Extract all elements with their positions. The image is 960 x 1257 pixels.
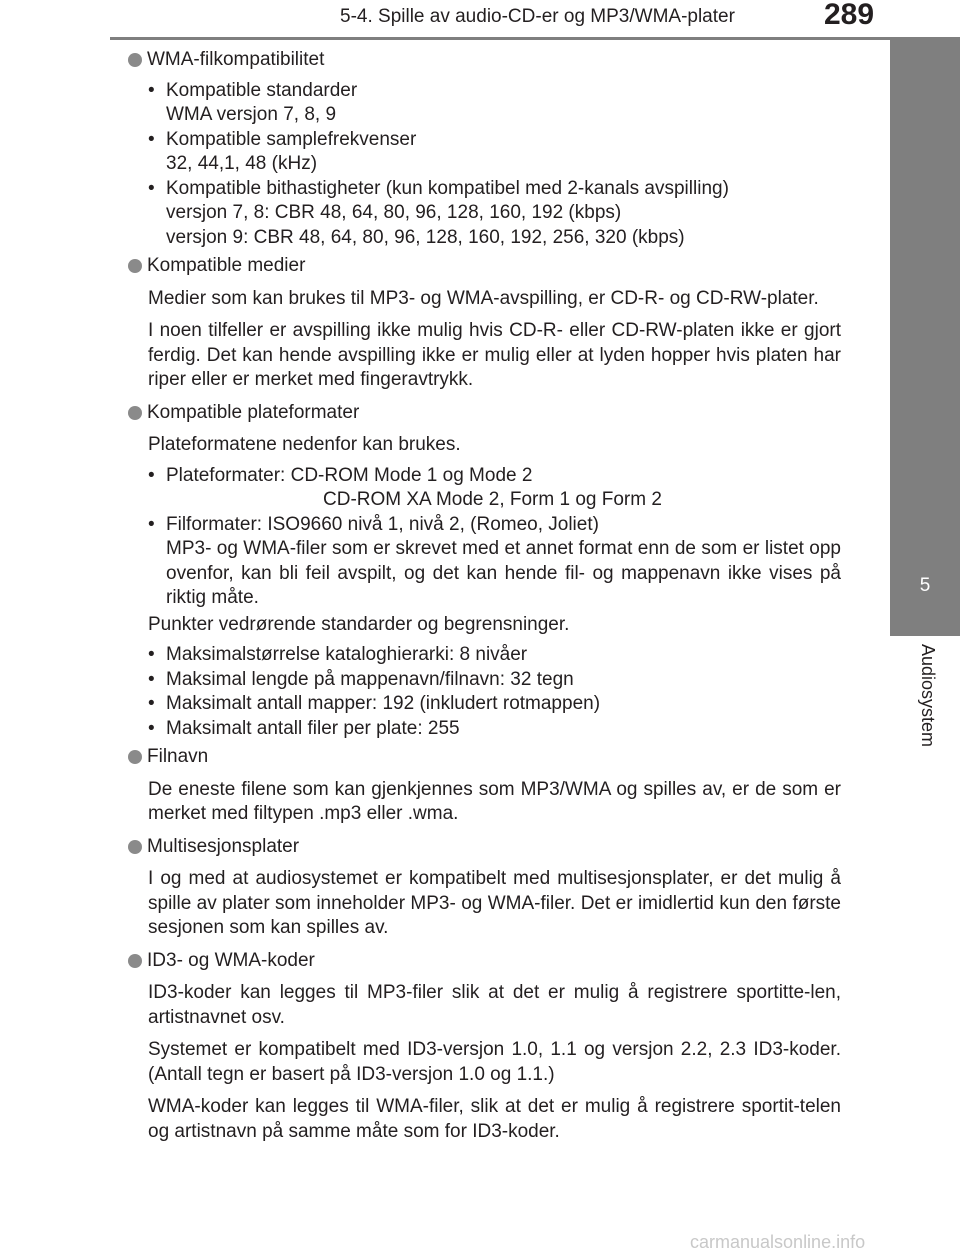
watermark: carmanualsonline.info [690, 1232, 866, 1252]
chapter-number: 5 [919, 575, 931, 596]
section-heading-wma: WMA-filkompatibilitet [128, 48, 841, 73]
list-item: • Kompatible samplefrekvenser 32, 44,1, 48 (kHz) [148, 128, 417, 174]
circle-bullet-icon [128, 406, 142, 420]
list-item: • Maksimalt antall mapper: 192 (inkludert rotmappen) [148, 692, 841, 717]
page-content [128, 48, 841, 1144]
bullet-icon: • [148, 668, 155, 690]
list-item: • Kompatible bithastigheter (kun kompatibel med 2-kanals avspilling) versjon 7, 8: CBR 48, 64, 80, 96, 128, 160, 192 (kbps) versjon 9: CBR 48, 64, 80, 96, 128, 160, 192, 256, 320 (kbps) [148, 177, 729, 248]
wma-list [148, 79, 841, 251]
chapter-tab [890, 40, 960, 636]
list-item: • Maksimalt antall filer per plate: 255 [148, 717, 841, 742]
bullet-icon: • [148, 717, 155, 739]
section-heading-tags: ID3- og WMA-koder [128, 949, 841, 974]
circle-bullet-icon [128, 53, 142, 67]
chapter-label: Audiosystem [918, 644, 938, 748]
bullet-icon: • [148, 79, 155, 101]
list-item: • Maksimalstørrelse kataloghierarki: 8 nivåer [148, 643, 841, 668]
circle-bullet-icon [128, 840, 142, 854]
list-item: • Kompatible standarder WMA versjon 7, 8, 9 [148, 79, 358, 125]
circle-bullet-icon [128, 750, 142, 764]
circle-bullet-icon [128, 259, 142, 273]
page-number: 289 [824, 0, 875, 31]
list-item: • Filformater: ISO9660 nivå 1, nivå 2, (Romeo, Joliet) MP3- og WMA-filer som er skrevet med et annet format enn de som er listet opp ovenfor, kan bli feil avspilt, og det kan hende fil- og mappenavn ikke vises på riktig måte. [148, 513, 841, 608]
section-heading-filenames: Filnavn [128, 745, 841, 770]
section-title: 5-4. Spille av audio-CD-er og MP3/WMA-plater [340, 6, 735, 27]
paragraph: De eneste filene som kan gjenkjennes som MP3/WMA og spilles av, er de som er merket med filtypen .mp3 eller .wma. [148, 778, 841, 824]
section-heading-media: Kompatible medier [128, 254, 841, 279]
list-item: • Plateformater: CD-ROM Mode 1 og Mode 2 CD-ROM XA Mode 2, Form 1 og Form 2 [148, 464, 662, 510]
paragraph: I noen tilfeller er avspilling ikke mulig hvis CD-R- eller CD-RW-platen ikke er gjort ferdig. Det kan hende avspilling ikke er mulig eller at lyden hopper hvis platen har riper eller er merket med fingeravtrykk. [148, 320, 841, 390]
section-heading-multisession: Multisesjonsplater [128, 835, 841, 860]
paragraph: WMA-koder kan legges til WMA-filer, slik at det er mulig å registrere sportit-telen og artistnavn på samme måte som for ID3-koder. [148, 1096, 841, 1142]
bullet-icon: • [148, 464, 155, 486]
limits-list [148, 643, 841, 741]
circle-bullet-icon [128, 954, 142, 968]
bullet-icon: • [148, 128, 155, 150]
chapter-label-wrap [890, 636, 960, 816]
bullet-icon: • [148, 177, 155, 199]
paragraph: Plateformatene nedenfor kan brukes. [148, 434, 461, 455]
list-item: • Maksimal lengde på mappenavn/filnavn: 32 tegn [148, 668, 841, 693]
bullet-icon: • [148, 693, 155, 714]
paragraph: Punkter vedrørende standarder og begrensninger. [148, 613, 570, 635]
header-rule [110, 37, 960, 40]
paragraph: Systemet er kompatibelt med ID3-versjon 1.0, 1.1 og versjon 2.2, 2.3 ID3-koder. (Antall tegn er basert på ID3-versjon 1.0 og 1.1.) [148, 1039, 841, 1085]
section-heading-formats: Kompatible plateformater [128, 401, 841, 426]
format-list [148, 464, 841, 611]
bullet-icon: • [148, 644, 155, 665]
paragraph: I og med at audiosystemet er kompatibelt med multisesjonsplater, er det mulig å spille av plater som inneholder MP3- og WMA-filer. Det er imidlertid kun den første sesjonen som kan spilles av. [148, 868, 841, 938]
paragraph: Medier som kan brukes til MP3- og WMA-avspilling, er CD-R- og CD-RW-plater. [148, 287, 819, 309]
bullet-icon: • [148, 513, 155, 535]
paragraph: ID3-koder kan legges til MP3-filer slik at det er mulig å registrere sportitte-len, artistnavnet osv. [148, 982, 841, 1028]
page-header [0, 0, 960, 40]
